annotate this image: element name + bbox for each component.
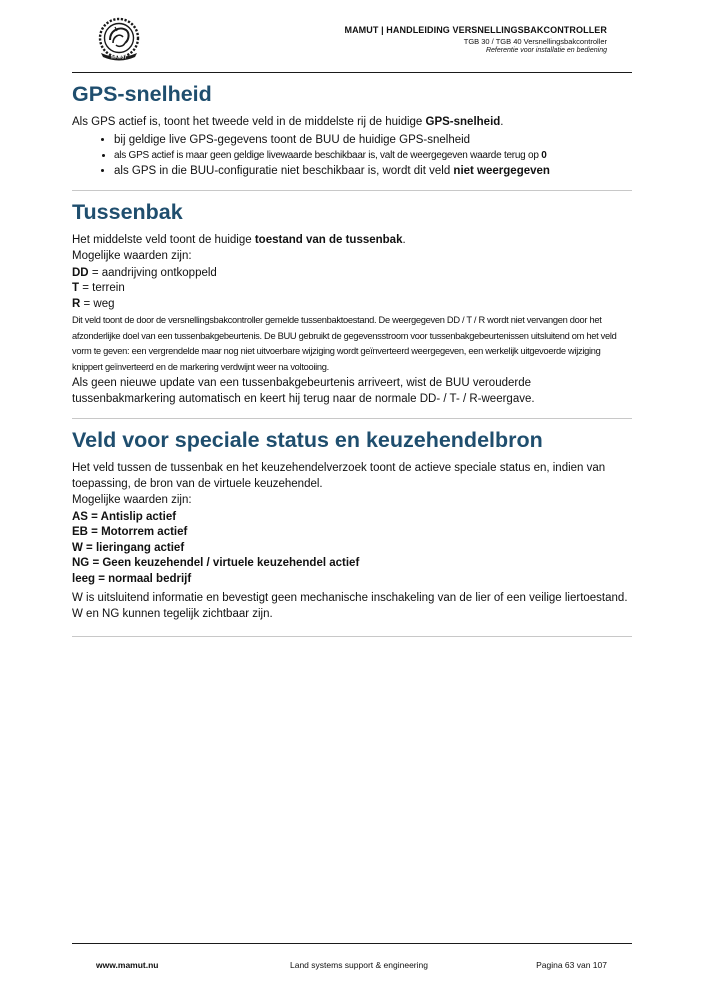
- section-tussenbak: [72, 201, 632, 407]
- gps-intro: Als GPS actief is, toont het tweede veld in de middelste rij de huidige GPS-snelheid.: [72, 115, 504, 128]
- value-item: W = lieringang actief: [72, 541, 185, 554]
- section-divider: [72, 418, 632, 419]
- mamut-logo: [93, 17, 145, 63]
- list-item: • bij geldige live GPS-gegevens toont de BUU de huidige GPS-snelheid: [114, 133, 632, 149]
- section-divider: [72, 190, 632, 191]
- footer-page-number: Pagina 63 van 107: [536, 960, 607, 970]
- header-title: MAMUT | HANDLEIDING VERSNELLINGSBAKCONTROLLER: [344, 25, 607, 35]
- footer-website-link[interactable]: www.mamut.nu: [96, 960, 159, 970]
- tussenbak-intro: Het middelste veld toont de huidige toestand van de tussenbak.: [72, 233, 406, 246]
- section-divider: [72, 636, 632, 637]
- svg-text:MAMUT: MAMUT: [111, 54, 127, 60]
- header-reference: Referentie voor installatie en bediening: [485, 47, 607, 54]
- tussenbak-fine-print: Dit veld toont de door de versnellingsbakcontroller gemelde tussenbaktoestand. De weergegeven DD / T / R wordt niet vervangen door het afzonderlijke doel van een tussenbakgebeurtenis. De BUU gebruikt de gegevensstroom voor tussenbakgebeurtenissen uitsluitend om het veld vorm te geven: een vergrendelde maar nog niet uitvoerbare wijziging wordt geïnverteerd weergegeven, een werkelijk uitgevoerde wijziging knippert geïnverteerd en de markering verdwijnt weer na voltooiing.: [72, 315, 617, 372]
- section-heading-tussenbak: Tussenbak: [72, 200, 183, 225]
- value-item: NG = Geen keuzehendel / virtuele keuzehendel actief: [72, 557, 360, 570]
- value-item: AS = Antislip actief: [72, 510, 177, 523]
- tussenbak-closing: Als geen nieuwe update van een tussenbakgebeurtenis arriveert, wist de BUU verouderde tussenbakmarkering automatisch en keert hij terug naar de normale DD- / T- / R-weergave.: [72, 377, 535, 406]
- value-item: R = weg: [72, 297, 115, 310]
- special-possible-values-label: Mogelijke waarden zijn:: [72, 493, 192, 506]
- section-gps-speed: [72, 83, 632, 179]
- header-subtitle: TGB 30 / TGB 40 Versnellingsbakcontroller: [463, 37, 607, 46]
- value-item: T = terrein: [72, 282, 125, 295]
- special-closing: W is uitsluitend informatie en bevestigt geen mechanische inschakeling van de lier of een veilige liertoestand. W en NG kunnen tegelijk zichtbaar zijn.: [72, 592, 628, 621]
- document-header: [344, 25, 607, 54]
- gps-bullet-list: [72, 133, 632, 180]
- tussenbak-possible-values-label: Mogelijke waarden zijn:: [72, 249, 192, 262]
- page-content: [72, 83, 632, 647]
- value-item: EB = Motorrem actief: [72, 526, 188, 539]
- list-item: • als GPS actief is maar geen geldige livewaarde beschikbaar is, valt de weergegeven waarde terug op 0: [114, 148, 632, 164]
- list-item: • als GPS in die BUU-configuratie niet beschikbaar is, wordt dit veld niet weergegeven: [114, 164, 632, 180]
- footer-tagline: Land systems support & engineering: [290, 960, 428, 970]
- footer-divider: [72, 943, 632, 944]
- section-heading-special-status: Veld voor speciale status en keuzehendelbron: [72, 428, 543, 453]
- section-special-status: [72, 429, 632, 622]
- tussenbak-value-list: [72, 266, 632, 313]
- value-item: DD = aandrijving ontkoppeld: [72, 266, 217, 279]
- section-heading-gps: GPS-snelheid: [72, 82, 212, 106]
- header-divider: [72, 72, 632, 73]
- special-intro: Het veld tussen de tussenbak en het keuzehendelverzoek toont de actieve speciale status en, indien van toepassing, de bron van de virtuele keuzehendel.: [72, 461, 606, 490]
- special-value-list: [72, 510, 632, 588]
- value-item: leeg = normaal bedrijf: [72, 572, 192, 585]
